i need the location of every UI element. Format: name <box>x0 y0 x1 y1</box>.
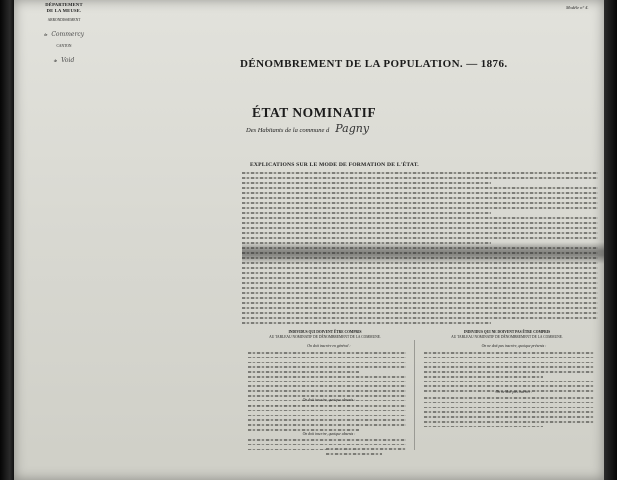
page-edge <box>604 0 617 480</box>
excluded-title: INDIVIDUS QUI NE DOIVENT PAS ÊTRE COMPRIS <box>463 330 551 334</box>
excluded-text-1 <box>424 352 594 395</box>
department-name: DE LA MEUSE. <box>46 8 82 13</box>
census-document-page <box>14 0 604 480</box>
canton-label: CANTON <box>56 44 72 48</box>
excluded-head-1: On ne doit pas inscrire, quoique présents : <box>481 344 547 348</box>
canton-prefix: de <box>53 59 58 63</box>
commune-line-label: Des Habitants de la commune d <box>246 127 330 134</box>
excluded-column-title <box>432 330 582 340</box>
arrondissement-prefix: de <box>43 33 48 37</box>
included-head-2: On doit inscrire, quoique absents : <box>302 398 356 402</box>
document-title: DÉNOMBREMENT DE LA POPULATION. — 1876. <box>240 58 508 70</box>
printer-footnote <box>326 448 406 458</box>
canton-value: Void <box>61 57 75 64</box>
excluded-head-2: On ne doit pas inscrire : <box>495 390 533 394</box>
arrondissement-label: ARRONDISSEMENT <box>47 18 81 22</box>
commune-name: Pagny <box>335 122 370 135</box>
commune-line <box>246 122 369 135</box>
included-head-1: On doit inscrire en général : <box>307 344 351 348</box>
included-column-title <box>250 330 400 340</box>
model-number: Modèle n° 4. <box>566 5 589 10</box>
column-divider <box>414 340 415 450</box>
administrative-header <box>24 2 104 67</box>
explications-title: EXPLICATIONS SUR LE MODE DE FORMATION DE L'ÉTAT. <box>250 162 419 168</box>
arrondissement-value: Commercy <box>51 31 85 38</box>
included-title: INDIVIDUS QUI DOIVENT ÊTRE COMPRIS <box>288 330 362 334</box>
etat-nominatif-title: ÉTAT NOMINATIF <box>252 105 377 120</box>
binding-spine <box>0 0 14 480</box>
included-subtitle: AU TABLEAU NOMINATIF DE DÉNOMBREMENT DE LA COMMUNE. <box>269 335 381 339</box>
excluded-text-2 <box>424 397 594 430</box>
excluded-subtitle: AU TABLEAU NOMINATIF DE DÉNOMBREMENT DE LA COMMUNE. <box>451 335 563 339</box>
included-text-2 <box>248 405 406 434</box>
department-label: DÉPARTEMENT <box>45 2 83 7</box>
included-head-3: On doit inscrire, quoique absents : <box>302 432 356 436</box>
fold-shadow <box>242 242 604 264</box>
